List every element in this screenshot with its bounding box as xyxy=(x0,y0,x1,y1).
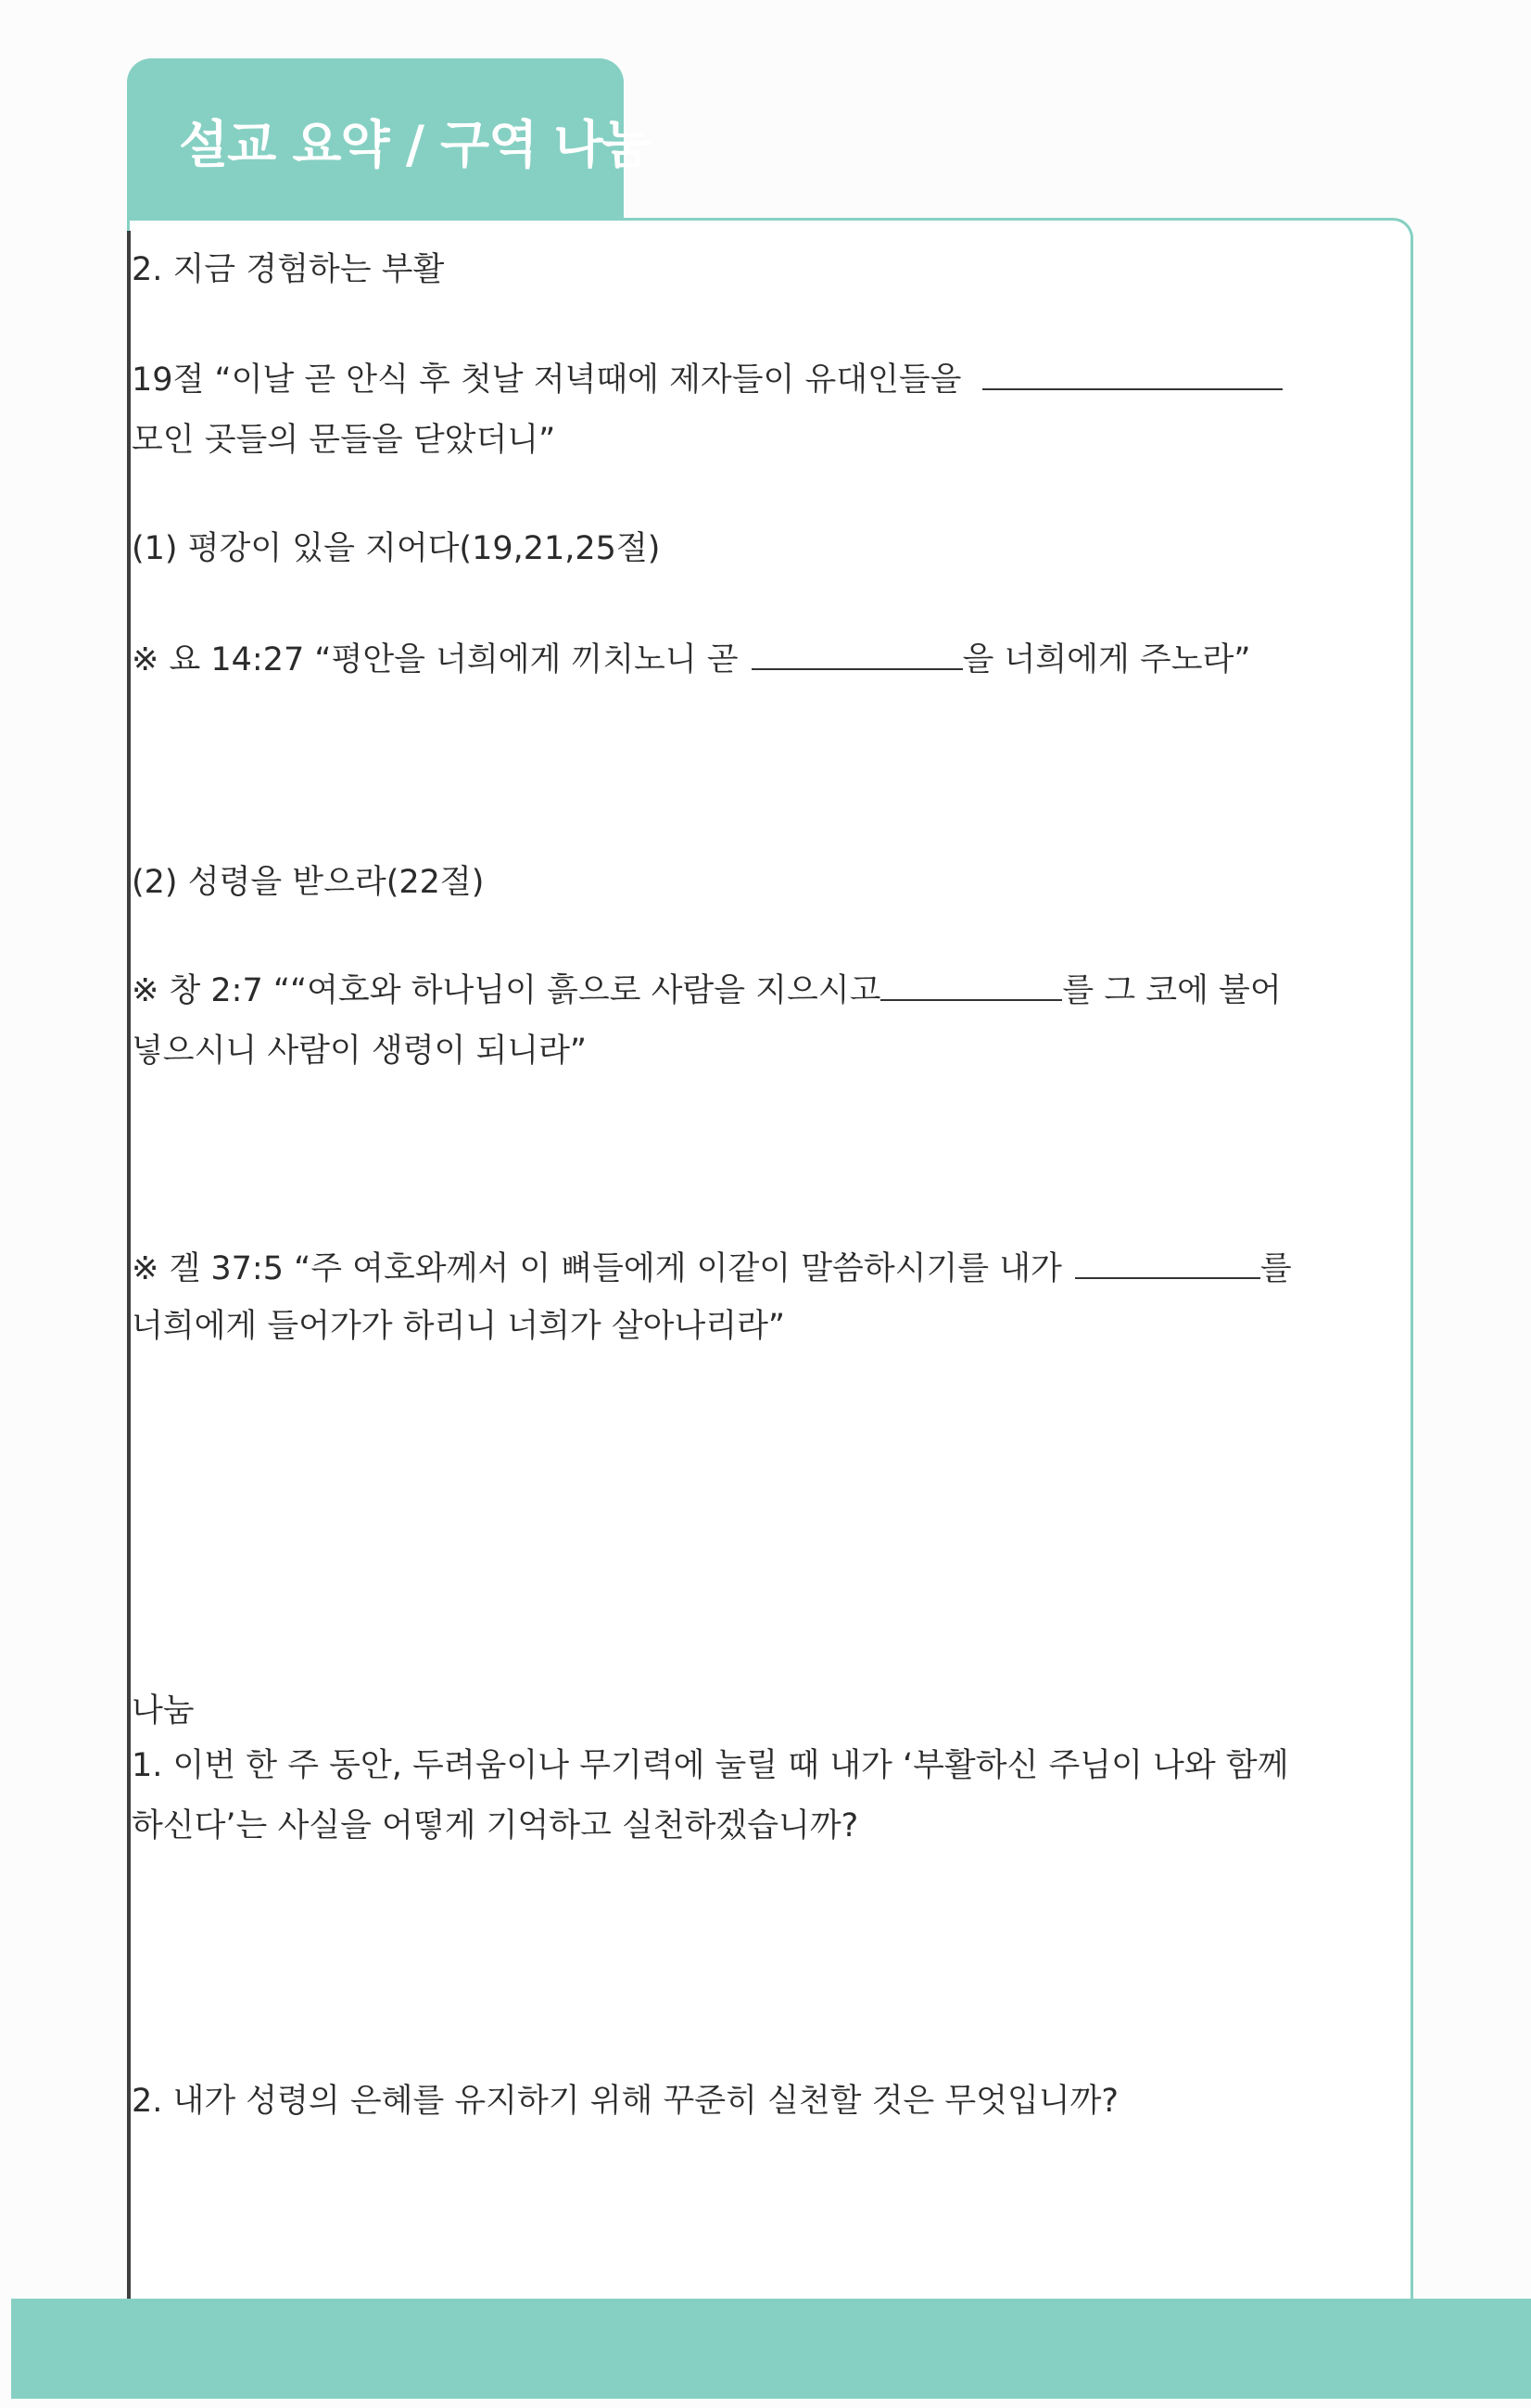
john-text-b: 을 너희에게 주노라” xyxy=(962,641,1251,678)
page-title: 설교 요약 / 구역 나눔 xyxy=(179,115,651,174)
genesis-2-7-line-2: 넣으시니 사람이 생령이 되니라” xyxy=(132,1033,588,1070)
genesis-blank[interactable] xyxy=(880,971,1062,1001)
genesis-text-a: ※ 창 2:7 ““여호와 하나님이 흙으로 사람을 지으시고 xyxy=(132,972,881,1009)
footer-band xyxy=(11,2299,1531,2399)
verse-19-line-1 xyxy=(132,359,1283,401)
ezekiel-text-a: ※ 겔 37:5 “주 여호와께서 이 뼈들에게 이같이 말씀하시기를 내가 xyxy=(132,1250,1062,1287)
point-2-heading: (2) 성령을 받으라(22절) xyxy=(132,864,485,901)
genesis-2-7-line-1 xyxy=(132,970,1282,1012)
john-14-27-line xyxy=(132,639,1250,681)
sharing-heading: 나눔 xyxy=(132,1692,195,1730)
panel-left-edge xyxy=(127,231,131,2316)
question-1-line-2: 하신다’는 사실을 어떻게 기억하고 실천하겠습니까? xyxy=(132,1807,859,1844)
john-blank[interactable] xyxy=(752,640,963,670)
ezekiel-blank[interactable] xyxy=(1075,1249,1260,1279)
question-1-line-1: 1. 이번 한 주 동안, 두려움이나 무기력에 눌릴 때 내가 ‘부활하신 주님이 나와 함께 xyxy=(132,1747,1289,1784)
ezekiel-text-b: 를 xyxy=(1259,1250,1292,1287)
section-heading: 2. 지금 경험하는 부활 xyxy=(132,251,445,288)
genesis-text-b: 를 그 코에 불어 xyxy=(1062,972,1282,1009)
verse-19-blank[interactable] xyxy=(982,361,1283,390)
verse-19-line-2: 모인 곳들의 문들을 닫았더니” xyxy=(132,422,556,459)
ezekiel-37-5-line-2: 너희에게 들어가가 하리니 너희가 살아나리라” xyxy=(132,1308,786,1345)
question-2: 2. 내가 성령의 은혜를 유지하기 위해 꾸준히 실천할 것은 무엇입니까? xyxy=(132,2083,1119,2120)
point-1-heading: (1) 평강이 있을 지어다(19,21,25절) xyxy=(132,530,661,567)
ezekiel-37-5-line-1 xyxy=(132,1248,1292,1290)
john-text-a: ※ 요 14:27 “평안을 너희에게 끼치노니 곧 xyxy=(132,641,739,678)
verse-19-text: 19절 “이날 곧 안식 후 첫날 저녁때에 제자들이 유대인들을 xyxy=(132,361,962,399)
